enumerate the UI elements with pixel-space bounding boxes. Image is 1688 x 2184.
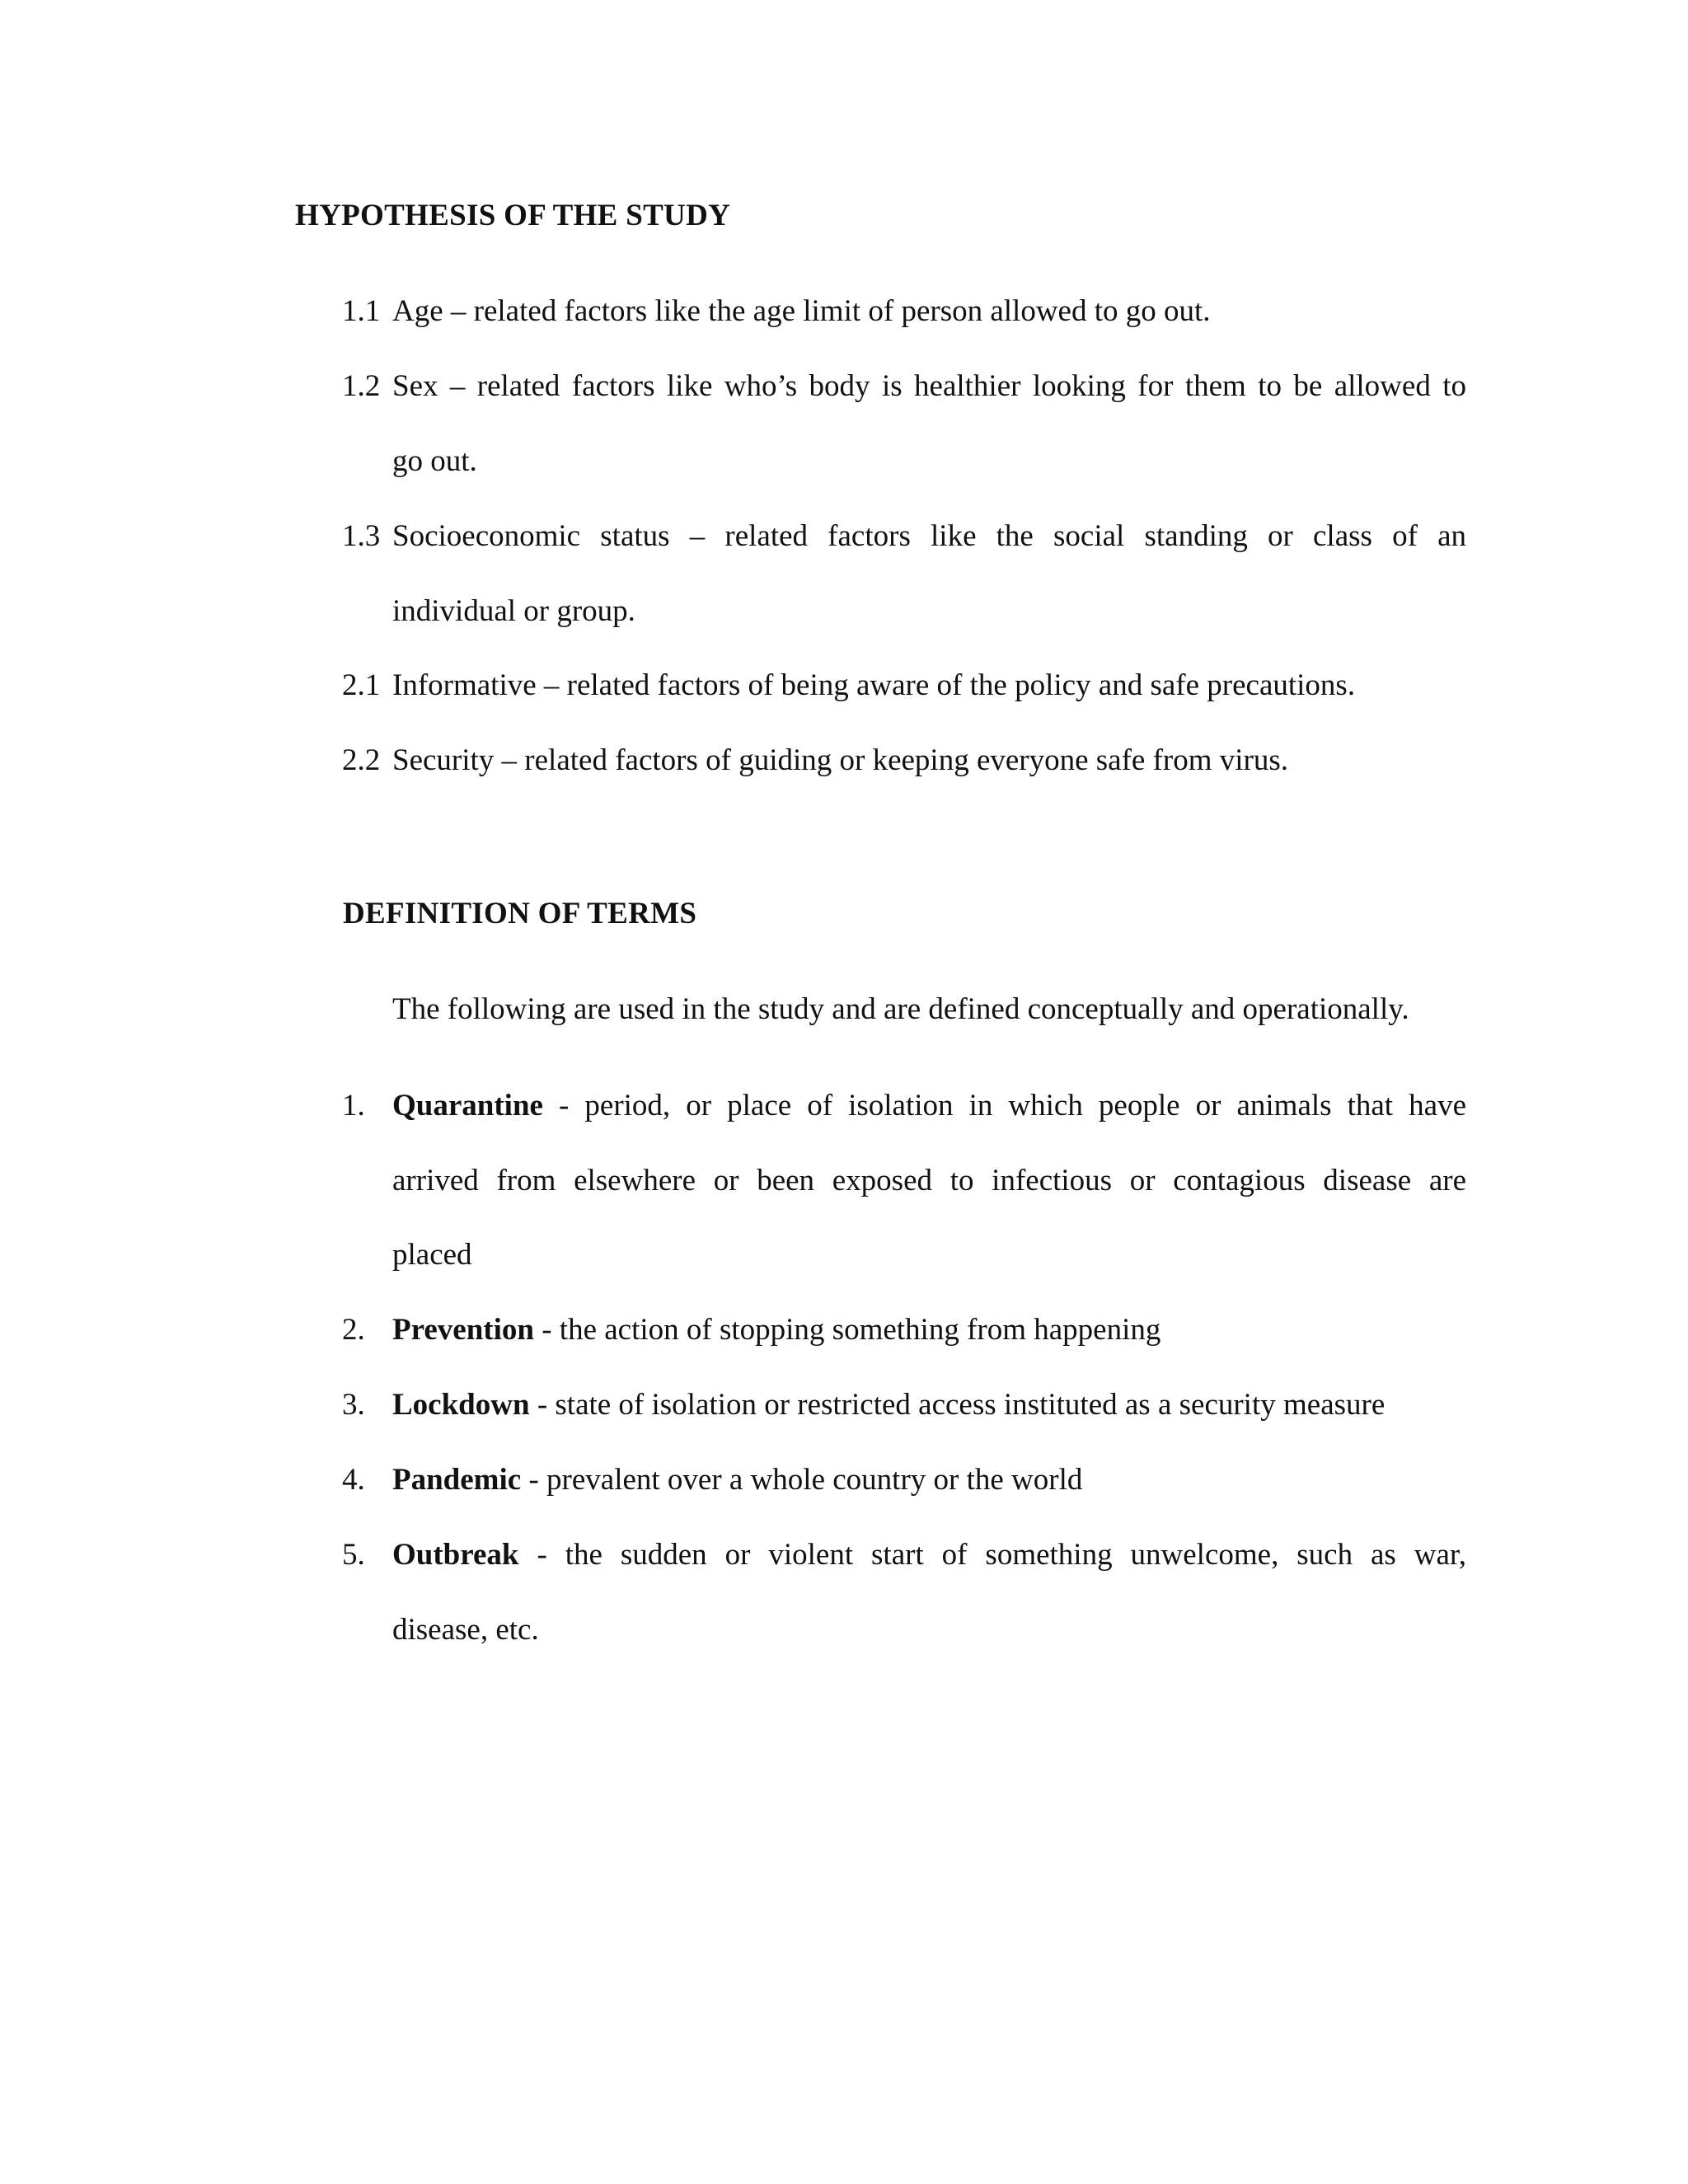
term-number: 3. bbox=[342, 1388, 365, 1422]
hypothesis-text: Socioeconomic status – related factors like the social standing or class of an bbox=[392, 519, 1466, 553]
hypothesis-text: Age – related factors like the age limit of person allowed to go out. bbox=[392, 294, 1211, 328]
term-name: Prevention bbox=[392, 1313, 534, 1347]
definitions-intro: The following are used in the study and are defined conceptually and operationally. bbox=[392, 992, 1409, 1026]
term-definition-continued: disease, etc. bbox=[392, 1613, 539, 1647]
hypothesis-heading: HYPOTHESIS OF THE STUDY bbox=[295, 199, 731, 232]
term-name: Quarantine bbox=[392, 1089, 543, 1122]
definitions-heading: DEFINITION OF TERMS bbox=[343, 897, 697, 930]
hypothesis-number: 1.3 bbox=[342, 519, 381, 553]
term-line bbox=[392, 1540, 1466, 1570]
term-name: Lockdown bbox=[392, 1388, 530, 1422]
term-definition: - the action of stopping something from happening bbox=[533, 1313, 1161, 1347]
term-definition: - prevalent over a whole country or the world bbox=[521, 1463, 1083, 1497]
hypothesis-number: 2.1 bbox=[342, 668, 381, 702]
hypothesis-text: Informative – related factors of being aware of the policy and safe precautions. bbox=[392, 668, 1356, 702]
term-definition: - period, or place of isolation in which people or animals that have bbox=[542, 1089, 1466, 1122]
hypothesis-number: 1.1 bbox=[342, 294, 381, 328]
hypothesis-text-continued: individual or group. bbox=[392, 594, 635, 628]
term-number: 4. bbox=[342, 1463, 365, 1497]
hypothesis-text-continued: go out. bbox=[392, 444, 477, 478]
term-line bbox=[392, 1390, 1385, 1420]
hypothesis-number: 2.2 bbox=[342, 743, 381, 777]
term-line bbox=[392, 1315, 1160, 1345]
term-definition: - the sudden or violent start of something unwelcome, such as war, bbox=[518, 1538, 1466, 1572]
term-definition-continued: arrived from elsewhere or been exposed to infectious or contagious disease are bbox=[392, 1164, 1466, 1197]
term-line bbox=[392, 1090, 1466, 1121]
term-definition-continued: placed bbox=[392, 1238, 472, 1272]
term-name: Outbreak bbox=[392, 1538, 519, 1572]
hypothesis-text: Sex – related factors like who’s body is healthier looking for them to be allowed to bbox=[392, 369, 1466, 403]
term-number: 1. bbox=[342, 1089, 365, 1122]
term-name: Pandemic bbox=[392, 1463, 522, 1497]
hypothesis-number: 1.2 bbox=[342, 369, 381, 403]
hypothesis-text: Security – related factors of guiding or keeping everyone safe from virus. bbox=[392, 743, 1289, 777]
term-line bbox=[392, 1465, 1082, 1495]
term-definition: - state of isolation or restricted access instituted as a security measure bbox=[529, 1388, 1386, 1422]
term-number: 2. bbox=[342, 1313, 365, 1347]
term-number: 5. bbox=[342, 1538, 365, 1572]
